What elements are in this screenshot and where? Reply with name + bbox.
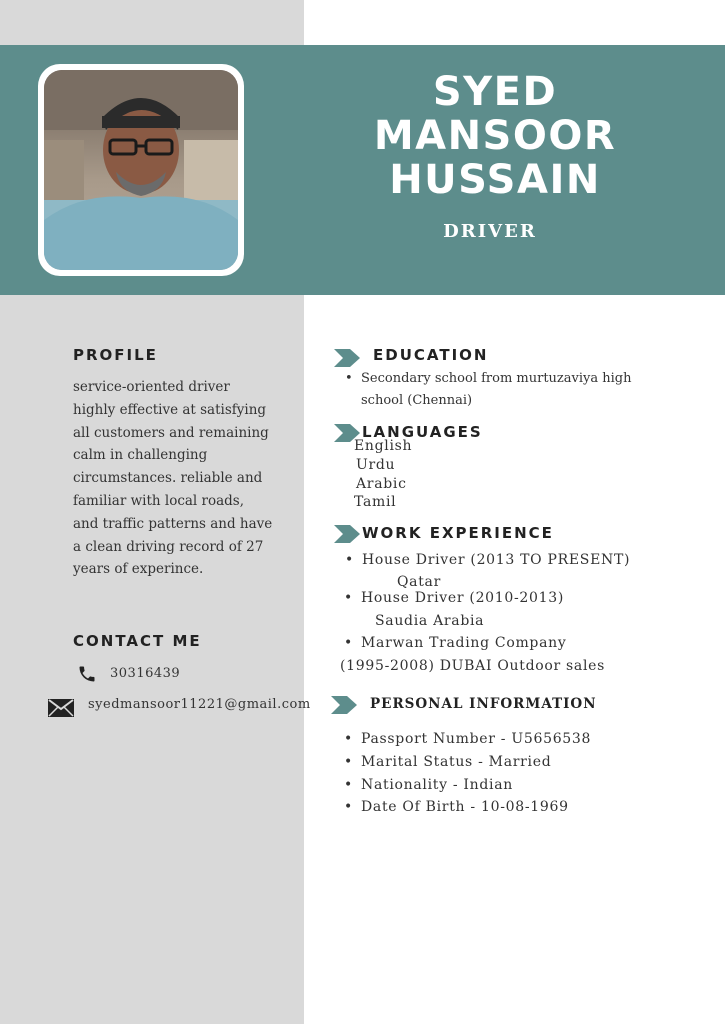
chevron-right-icon <box>334 349 360 367</box>
personal-item: • Marital Status - Married <box>361 754 551 770</box>
name-line-1: SYED <box>432 69 558 115</box>
chevron-right-icon <box>334 525 360 543</box>
education-heading: EDUCATION <box>373 346 489 364</box>
personal-information-heading: PERSONAL INFORMATION <box>370 696 597 712</box>
work-item-role: • House Driver (2010-2013) <box>361 590 564 606</box>
job-title: DRIVER <box>443 221 537 242</box>
email-address[interactable]: syedmansoor11221@gmail.com <box>88 697 311 712</box>
personal-item: • Date Of Birth - 10-08-1969 <box>361 799 569 815</box>
personal-item: • Passport Number - U5656538 <box>361 731 591 747</box>
phone-icon <box>77 664 97 684</box>
contact-heading: CONTACT ME <box>73 632 202 650</box>
envelope-icon <box>48 699 74 717</box>
work-item-place: (1995-2008) DUBAI Outdoor sales <box>340 658 606 674</box>
name-line-3: HUSSAIN <box>389 157 601 203</box>
work-item-role: • House Driver (2013 TO PRESENT) <box>362 552 630 568</box>
profile-heading: PROFILE <box>73 346 158 364</box>
person-name <box>340 70 650 202</box>
phone-number[interactable]: 30316439 <box>110 666 181 681</box>
work-experience-heading: WORK EXPERIENCE <box>362 524 554 542</box>
language-item: Tamil <box>354 494 397 510</box>
name-line-2: MANSOOR <box>373 113 617 159</box>
language-item: Urdu <box>356 457 396 473</box>
language-item: Arabic <box>356 476 407 492</box>
work-item-role: • Marwan Trading Company <box>361 635 566 651</box>
profile-photo <box>44 70 238 270</box>
work-item-place: Qatar <box>397 574 441 590</box>
language-item: English <box>354 438 413 454</box>
languages-heading: LANGUAGES <box>362 423 483 441</box>
profile-text: service-oriented driver highly effective at satisfying all customers and remaining calm in challenging circumstances. reliable and familiar with local roads, and traffic patterns and have a clean driving record of 27 years of experince. <box>73 379 273 578</box>
work-item-place: Saudia Arabia <box>375 613 485 629</box>
profile-photo-frame <box>38 64 244 276</box>
chevron-right-icon <box>331 696 357 714</box>
education-item: • Secondary school from murtuzaviya high school (Chennai) <box>361 368 661 412</box>
personal-item: • Nationality - Indian <box>361 777 513 793</box>
